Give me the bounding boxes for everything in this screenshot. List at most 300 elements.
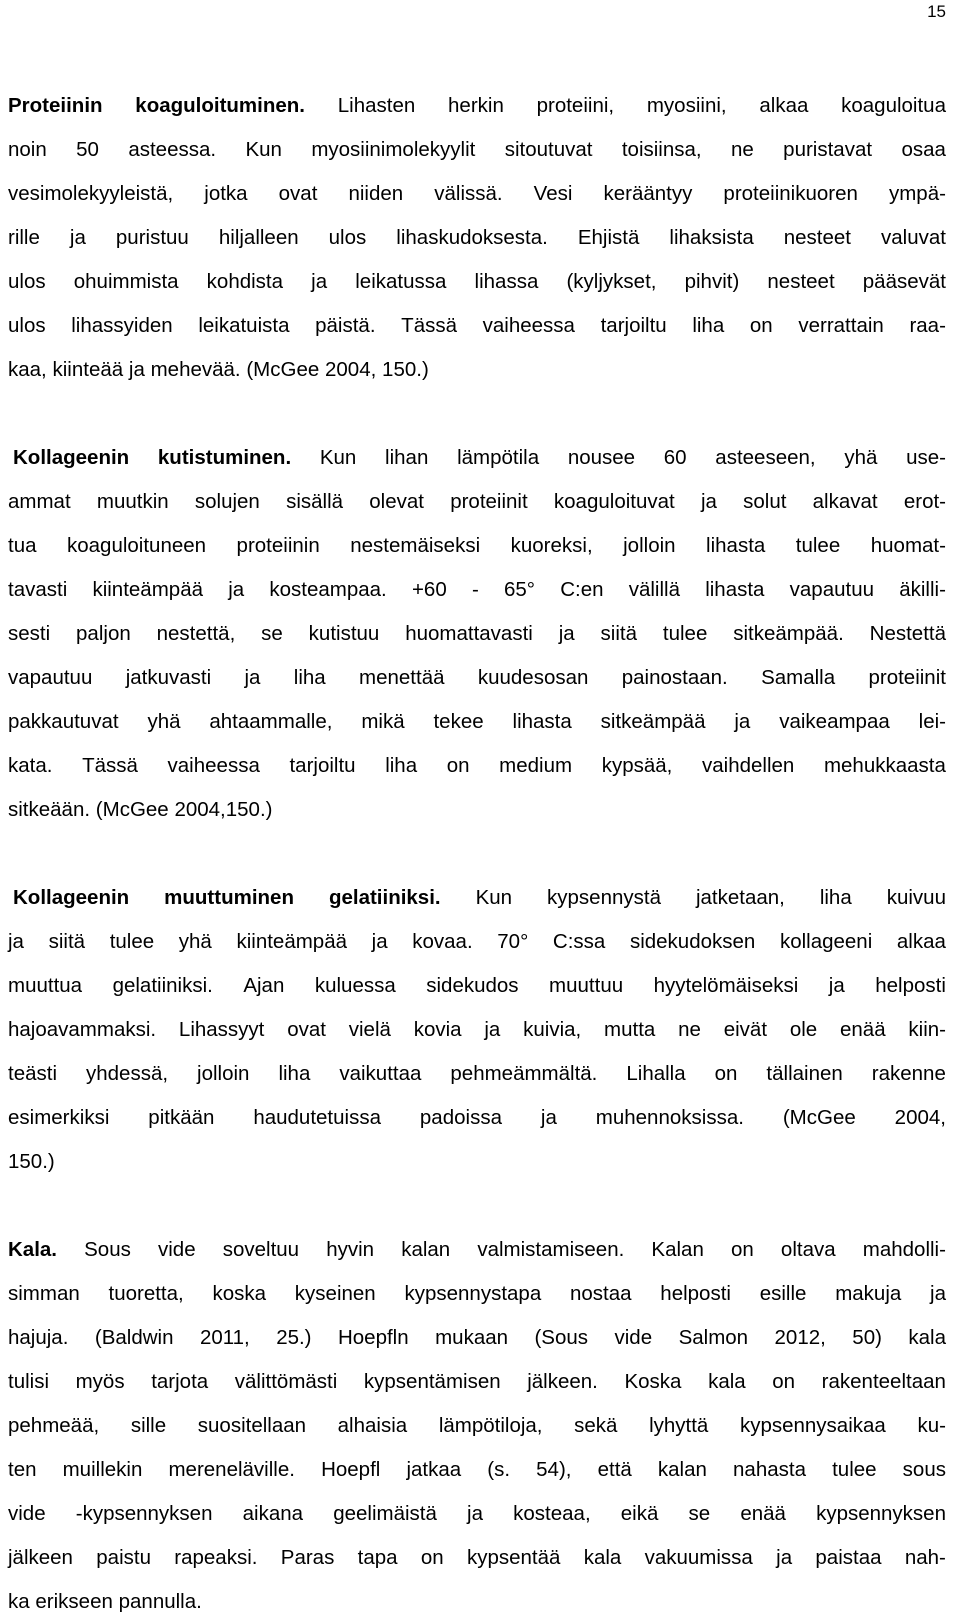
word: kuudesosan <box>477 666 589 689</box>
word: ja <box>228 578 245 601</box>
word: myosiinimolekyylit <box>311 138 476 161</box>
word: Kun <box>245 138 282 161</box>
word: paljon <box>76 622 131 645</box>
word: Nestettä <box>869 622 946 645</box>
word: on <box>714 1062 738 1085</box>
text-line <box>8 172 946 216</box>
word: verrattain <box>798 314 884 337</box>
word: lihasta <box>512 710 572 733</box>
word: lihassa <box>474 270 539 293</box>
text-line <box>8 128 946 172</box>
word: puristavat <box>783 138 873 161</box>
word: ja <box>776 1546 793 1569</box>
heading-word: muuttuminen <box>164 886 294 909</box>
text-line <box>8 920 946 964</box>
word: mukaan <box>435 1326 509 1349</box>
word: tarjoiltu <box>289 754 356 777</box>
word: nostaa <box>569 1282 632 1305</box>
paragraph-gap <box>8 1184 946 1228</box>
word: Ajan <box>243 974 285 997</box>
text-line <box>8 436 946 480</box>
word: Sous <box>84 1238 131 1261</box>
word: kalan <box>657 1458 707 1481</box>
word: ten <box>8 1458 37 1481</box>
word: kiin- <box>908 1018 946 1041</box>
word: sitkeämpää. <box>733 622 844 645</box>
document-body <box>8 84 946 1624</box>
word: (Sous <box>534 1326 589 1349</box>
word: välittömästi <box>234 1370 338 1393</box>
word: rille <box>8 226 40 249</box>
word: kohdista <box>206 270 284 293</box>
word: vaikuttaa <box>339 1062 422 1085</box>
word: tua <box>8 534 37 557</box>
word: haudutetuissa <box>253 1106 381 1129</box>
heading-word: koaguloituminen. <box>135 94 305 117</box>
word: huomattavasti <box>405 622 533 645</box>
word: jatkaa <box>406 1458 462 1481</box>
word: se <box>261 622 283 645</box>
word: valuvat <box>881 226 946 249</box>
word: 150.) <box>382 358 429 381</box>
word: kovia <box>413 1018 462 1041</box>
word: jatketaan, <box>695 886 785 909</box>
word: proteiini, <box>536 94 615 117</box>
word: kata. <box>8 754 53 777</box>
word: koska <box>212 1282 267 1305</box>
word: liha <box>293 666 326 689</box>
word: Samalla <box>761 666 836 689</box>
word: helposti <box>660 1282 731 1305</box>
word: tulisi <box>8 1370 50 1393</box>
word: hyytelömäiseksi <box>653 974 799 997</box>
word: ovat <box>287 1018 326 1041</box>
word: makuja <box>835 1282 902 1305</box>
text-line <box>8 1096 946 1140</box>
word: ja <box>828 974 845 997</box>
word: puristuu <box>115 226 189 249</box>
word: pannulla. <box>118 1590 202 1613</box>
word: on <box>730 1238 754 1261</box>
word: nestemäiseksi <box>350 534 481 557</box>
word: tällainen <box>766 1062 843 1085</box>
word: kypsennystapa <box>404 1282 542 1305</box>
word: jälkeen. <box>527 1370 598 1393</box>
word: mikä <box>361 710 405 733</box>
text-line <box>8 1228 946 1272</box>
word: 2004,150.) <box>174 798 273 821</box>
word: vapautuu <box>8 666 93 689</box>
word: tuoretta, <box>108 1282 184 1305</box>
word: use- <box>906 446 946 469</box>
word: pakkautuvat <box>8 710 119 733</box>
paragraph <box>8 1228 946 1624</box>
word: nahasta <box>733 1458 806 1481</box>
word: enää <box>839 1018 886 1041</box>
word: 2004, <box>325 358 377 381</box>
word: liha <box>278 1062 311 1085</box>
word: simman <box>8 1282 80 1305</box>
word: lyhyttä <box>649 1414 709 1437</box>
word: 2004, <box>894 1106 946 1129</box>
word: 150.) <box>8 1150 55 1173</box>
word: kypsennystä <box>547 886 661 909</box>
word: erikseen <box>35 1590 113 1613</box>
word: kala <box>908 1326 946 1349</box>
word: proteiinit <box>450 490 528 513</box>
word: Tässä <box>401 314 457 337</box>
word: ja <box>540 1106 557 1129</box>
word: leikatussa <box>355 270 447 293</box>
word: tarjota <box>151 1370 209 1393</box>
word: eivät <box>723 1018 768 1041</box>
word: menettää <box>359 666 445 689</box>
word: ku- <box>917 1414 946 1437</box>
word: enää <box>740 1502 786 1525</box>
word: vapautuu <box>789 578 875 601</box>
word: nah- <box>904 1546 946 1569</box>
word: kypsää, <box>601 754 673 777</box>
word: (Baldwin <box>94 1326 174 1349</box>
word: ja <box>8 930 24 953</box>
paragraph-gap <box>8 832 946 876</box>
word: vide <box>157 1238 196 1261</box>
word: tapa <box>357 1546 398 1569</box>
word: (kyljykset, <box>566 270 657 293</box>
word: 54), <box>536 1458 572 1481</box>
word: alkaa <box>759 94 809 117</box>
word: kuivuu <box>886 886 946 909</box>
word: lei- <box>918 710 946 733</box>
word: pihvit) <box>684 270 740 293</box>
paragraph <box>8 876 946 1184</box>
word: yhä <box>844 446 878 469</box>
word: kalan <box>401 1238 451 1261</box>
text-line <box>8 216 946 260</box>
heading-word: Kollageenin <box>13 446 130 469</box>
word: vakuumissa <box>644 1546 753 1569</box>
text-line <box>8 788 946 832</box>
paragraph-gap <box>8 392 946 436</box>
text-line <box>8 1404 946 1448</box>
word: Koska <box>624 1370 682 1393</box>
text-line <box>8 84 946 128</box>
word: mehevää. <box>150 358 241 381</box>
word: muhennoksissa. <box>595 1106 744 1129</box>
word: vaiheessa <box>482 314 575 337</box>
word: medium <box>499 754 573 777</box>
text-line <box>8 1448 946 1492</box>
word: on <box>446 754 470 777</box>
word: jälkeen <box>8 1546 73 1569</box>
word: mereneläville. <box>168 1458 295 1481</box>
word: nestettä, <box>156 622 236 645</box>
word: jotka <box>204 182 248 205</box>
text-line <box>8 964 946 1008</box>
word: Lihassyyt <box>178 1018 265 1041</box>
word: siitä <box>600 622 638 645</box>
word: niiden <box>348 182 404 205</box>
word: äkilli- <box>899 578 946 601</box>
word: ja <box>484 1018 501 1041</box>
word: herkin <box>448 94 504 117</box>
word: Lihalla <box>626 1062 686 1085</box>
word: yhä <box>147 710 181 733</box>
word: lihaksista <box>669 226 754 249</box>
word: paistu <box>96 1546 151 1569</box>
word: sitoutuvat <box>504 138 593 161</box>
word: Tässä <box>82 754 138 777</box>
paragraph <box>8 436 946 832</box>
word: solut <box>743 490 787 513</box>
word: välillä <box>628 578 680 601</box>
word: esille <box>759 1282 807 1305</box>
word: (McGee <box>95 798 169 821</box>
word: jolloin <box>623 534 676 557</box>
word: välissä. <box>434 182 503 205</box>
word: painostaan. <box>621 666 728 689</box>
word: vaiheessa <box>167 754 260 777</box>
heading-word: kutistuminen. <box>157 446 292 469</box>
text-line <box>8 1580 946 1624</box>
word: kypsentämisen <box>363 1370 501 1393</box>
word: alkaa <box>896 930 946 953</box>
word: -kypsennyksen <box>75 1502 213 1525</box>
word: muuttuu <box>549 974 624 997</box>
heading-word: gelatiiniksi. <box>328 886 441 909</box>
word: rapeaksi. <box>174 1546 258 1569</box>
word: raa- <box>909 314 946 337</box>
text-line <box>8 1536 946 1580</box>
word: lihaskudoksesta. <box>396 226 548 249</box>
word: sous <box>902 1458 946 1481</box>
word: hajoavammaksi. <box>8 1018 157 1041</box>
word: vaikeampaa <box>779 710 890 733</box>
word: soveltuu <box>222 1238 300 1261</box>
word: osaa <box>901 138 946 161</box>
word: ja <box>371 930 388 953</box>
word: kuivia, <box>523 1018 582 1041</box>
word: koaguloitua <box>841 94 946 117</box>
word: C:ssa <box>552 930 606 953</box>
word: ja <box>128 358 145 381</box>
word: +60 <box>411 578 447 601</box>
word: solujen <box>194 490 260 513</box>
word: 25.) <box>276 1326 312 1349</box>
text-line <box>8 1272 946 1316</box>
text-line <box>8 1360 946 1404</box>
word: aikana <box>242 1502 304 1525</box>
text-line <box>8 700 946 744</box>
word: 60 <box>663 446 687 469</box>
word: proteiinin <box>236 534 320 557</box>
text-line <box>8 304 946 348</box>
word: ja <box>311 270 328 293</box>
word: yhdessä, <box>85 1062 169 1085</box>
text-line <box>8 348 946 392</box>
word: tulee <box>832 1458 877 1481</box>
word: tarjoiltu <box>600 314 667 337</box>
word: ja <box>244 666 261 689</box>
word: sidekudos <box>426 974 519 997</box>
word: kaa, <box>8 358 47 381</box>
word: kiinteämpää <box>236 930 348 953</box>
word: proteiinit <box>868 666 946 689</box>
word: kuluessa <box>314 974 396 997</box>
word: noin <box>8 138 47 161</box>
word: vielä <box>348 1018 391 1041</box>
word: on <box>772 1370 796 1393</box>
word: sille <box>130 1414 167 1437</box>
word: Kun <box>475 886 513 909</box>
word: muuttua <box>8 974 83 997</box>
heading-word: Proteiinin <box>8 94 103 117</box>
word: C:en <box>560 578 604 601</box>
word: gelatiiniksi. <box>112 974 213 997</box>
word: kosteampaa. <box>269 578 387 601</box>
word: kiinteää <box>52 358 124 381</box>
heading-word: Kollageenin <box>13 886 130 909</box>
word: kollageeni <box>779 930 873 953</box>
word: Hoepfl <box>321 1458 381 1481</box>
word: ole <box>789 1018 818 1041</box>
word: liha <box>692 314 725 337</box>
word: (s. <box>487 1458 511 1481</box>
word: suositellaan <box>197 1414 307 1437</box>
word: vaihdellen <box>702 754 795 777</box>
word: nesteet <box>783 226 851 249</box>
word: teästi <box>8 1062 57 1085</box>
word: tulee <box>109 930 155 953</box>
heading-word: Kala. <box>8 1238 57 1261</box>
word: sisällä <box>286 490 344 513</box>
word: ja <box>558 622 575 645</box>
word: ne <box>730 138 754 161</box>
word: vesimolekyyleistä, <box>8 182 174 205</box>
word: leikatuista <box>198 314 290 337</box>
word: Kun <box>319 446 357 469</box>
text-line <box>8 612 946 656</box>
text-line <box>8 876 946 920</box>
word: rakenne <box>871 1062 946 1085</box>
word: sidekudoksen <box>629 930 756 953</box>
text-line <box>8 1316 946 1360</box>
word: ohuimmista <box>73 270 179 293</box>
word: lihassyiden <box>71 314 173 337</box>
word: Hoepfln <box>337 1326 409 1349</box>
word: ja <box>734 710 751 733</box>
word: Salmon <box>678 1326 749 1349</box>
page-number: 15 <box>927 2 946 21</box>
word: tulee <box>795 534 841 557</box>
word: nousee <box>567 446 636 469</box>
word: 2011, <box>199 1326 250 1349</box>
word: hiljalleen <box>218 226 299 249</box>
word: myös <box>75 1370 125 1393</box>
word: sekä <box>574 1414 618 1437</box>
text-line <box>8 1140 946 1184</box>
text-line <box>8 1052 946 1096</box>
word: ahtaammalle, <box>209 710 333 733</box>
word: mehukkaasta <box>823 754 946 777</box>
word: esimerkiksi <box>8 1106 110 1129</box>
word: nesteet <box>767 270 835 293</box>
word: kala <box>708 1370 746 1393</box>
word: pitkään <box>148 1106 215 1129</box>
word: (McGee <box>246 358 320 381</box>
word: pääsevät <box>862 270 946 293</box>
text-line <box>8 524 946 568</box>
word: alhaisia <box>337 1414 408 1437</box>
word: ympä- <box>888 182 946 205</box>
word: 70° <box>497 930 529 953</box>
word: hyvin <box>326 1238 375 1261</box>
word: kutistuu <box>308 622 380 645</box>
word: proteiinikuoren <box>723 182 858 205</box>
word: Lihasten <box>337 94 416 117</box>
word: kuoreksi, <box>510 534 593 557</box>
word: ja <box>69 226 86 249</box>
word: kypsentää <box>466 1546 561 1569</box>
word: toisiinsa, <box>621 138 702 161</box>
word: paistaa <box>815 1546 882 1569</box>
word: muillekin <box>62 1458 143 1481</box>
word: kerääntyy <box>603 182 693 205</box>
word: (McGee <box>782 1106 856 1129</box>
word: lihasta <box>706 534 766 557</box>
word: erot- <box>903 490 946 513</box>
word: oltava <box>780 1238 836 1261</box>
text-line <box>8 480 946 524</box>
word: rakenteeltaan <box>821 1370 946 1393</box>
word: olevat <box>369 490 424 513</box>
word: sitkeämpää <box>600 710 706 733</box>
word: mutta <box>604 1018 656 1041</box>
word: myosiini, <box>646 94 727 117</box>
word: ulos <box>328 226 367 249</box>
word: jolloin <box>197 1062 250 1085</box>
word: liha <box>385 754 418 777</box>
word: lämpötiloja, <box>438 1414 543 1437</box>
word: vide <box>8 1502 46 1525</box>
word: päistä. <box>315 314 376 337</box>
word: muutkin <box>96 490 169 513</box>
word: 50 <box>76 138 99 161</box>
word: tekee <box>433 710 484 733</box>
word: tulee <box>662 622 708 645</box>
word: ja <box>467 1502 483 1525</box>
word: pehmeämmältä. <box>450 1062 598 1085</box>
word: valmistamiseen. <box>477 1238 625 1261</box>
word: alkavat <box>812 490 878 513</box>
word: kypsennyksen <box>816 1502 946 1525</box>
paragraph <box>8 84 946 392</box>
word: ja <box>930 1282 946 1305</box>
word: Ehjistä <box>577 226 640 249</box>
word: kyseinen <box>294 1282 376 1305</box>
word: ammat <box>8 490 71 513</box>
word: on <box>420 1546 444 1569</box>
word: hajuja. <box>8 1326 69 1349</box>
word: mahdolli- <box>862 1238 946 1261</box>
word: Kalan <box>651 1238 704 1261</box>
text-line <box>8 260 946 304</box>
text-line <box>8 744 946 788</box>
word: jatkuvasti <box>125 666 212 689</box>
word: 50) <box>852 1326 882 1349</box>
word: Paras <box>280 1546 335 1569</box>
word: ka <box>8 1590 30 1613</box>
